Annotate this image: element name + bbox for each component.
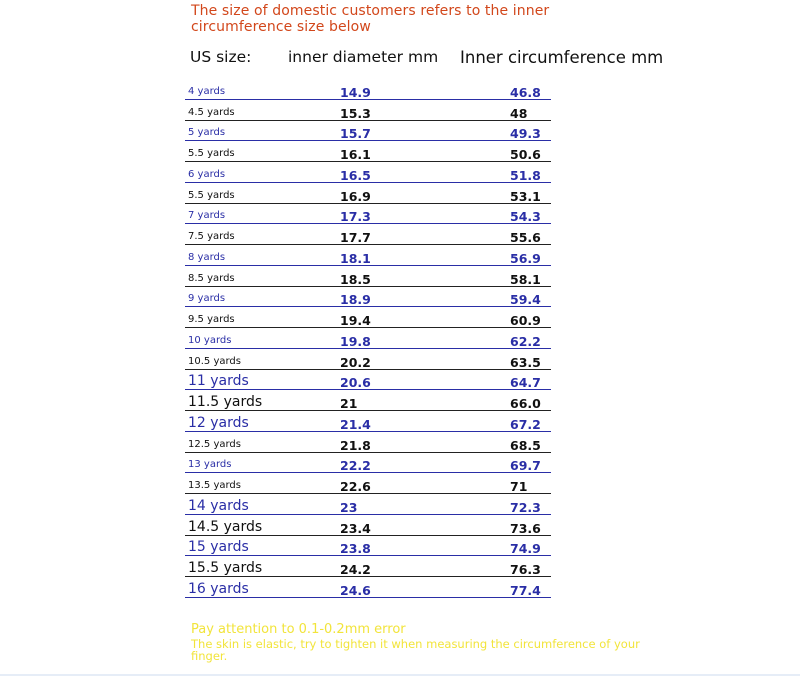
row-inner-diameter: 18.9 bbox=[340, 292, 371, 308]
row-us-size: 8.5 yards bbox=[188, 272, 235, 284]
row-inner-diameter: 15.3 bbox=[340, 105, 371, 121]
table-row bbox=[185, 411, 565, 432]
table-row bbox=[185, 349, 565, 370]
row-inner-circumference: 60.9 bbox=[510, 313, 541, 328]
row-inner-diameter: 16.9 bbox=[340, 188, 371, 204]
row-inner-circumference: 59.4 bbox=[510, 292, 541, 308]
row-inner-circumference: 58.1 bbox=[510, 271, 541, 287]
row-inner-diameter: 15.7 bbox=[340, 126, 371, 142]
row-inner-circumference: 63.5 bbox=[510, 354, 541, 370]
row-us-size: 8 yards bbox=[188, 251, 226, 263]
table-row bbox=[185, 556, 565, 577]
row-us-size: 13.5 yards bbox=[188, 480, 241, 491]
row-inner-diameter: 20.6 bbox=[340, 375, 371, 391]
row-us-size: 12.5 yards bbox=[188, 438, 241, 450]
table-row bbox=[185, 183, 565, 204]
row-inner-circumference: 56.9 bbox=[510, 250, 541, 266]
row-inner-circumference: 71 bbox=[510, 479, 528, 494]
bottom-divider bbox=[0, 674, 800, 676]
row-inner-diameter: 23.4 bbox=[340, 520, 371, 536]
row-inner-diameter: 21.4 bbox=[340, 416, 371, 432]
row-inner-circumference: 72.3 bbox=[510, 499, 541, 515]
row-inner-diameter: 18.1 bbox=[340, 250, 371, 266]
row-us-size: 4.5 yards bbox=[188, 106, 235, 118]
table-row bbox=[185, 224, 565, 245]
table-row bbox=[185, 536, 565, 557]
row-inner-circumference: 68.5 bbox=[510, 437, 541, 453]
row-us-size: 11.5 yards bbox=[188, 394, 263, 410]
row-inner-diameter: 17.7 bbox=[340, 230, 371, 245]
row-us-size: 13 yards bbox=[188, 459, 232, 471]
row-us-size: 10.5 yards bbox=[188, 355, 241, 367]
table-row bbox=[185, 515, 565, 536]
row-inner-diameter: 22.2 bbox=[340, 458, 371, 474]
table-row bbox=[185, 287, 565, 308]
row-inner-diameter: 20.2 bbox=[340, 354, 371, 370]
header-inner-circumference: Inner circumference mm bbox=[460, 48, 664, 67]
row-inner-circumference: 55.6 bbox=[510, 230, 541, 245]
notes bbox=[191, 622, 671, 662]
row-inner-diameter: 23 bbox=[340, 499, 358, 515]
row-inner-diameter: 14.9 bbox=[340, 84, 371, 100]
row-us-size: 9.5 yards bbox=[188, 314, 235, 325]
row-inner-diameter: 22.6 bbox=[340, 479, 371, 494]
row-inner-circumference: 54.3 bbox=[510, 209, 541, 225]
row-inner-diameter: 23.8 bbox=[340, 541, 371, 557]
table-row bbox=[185, 370, 565, 391]
table-row bbox=[185, 79, 565, 100]
row-us-size: 7 yards bbox=[188, 210, 226, 222]
row-inner-diameter: 21 bbox=[340, 396, 358, 411]
row-us-size: 11 yards bbox=[188, 373, 249, 390]
table-row bbox=[185, 432, 565, 453]
table-row bbox=[185, 245, 565, 266]
row-us-size: 5 yards bbox=[188, 127, 226, 139]
row-inner-circumference: 77.4 bbox=[510, 582, 541, 598]
row-inner-circumference: 49.3 bbox=[510, 126, 541, 142]
table-row bbox=[185, 307, 565, 328]
table-row bbox=[185, 204, 565, 225]
header-us-size: US size: bbox=[190, 48, 252, 66]
table-row bbox=[185, 494, 565, 515]
row-us-size: 9 yards bbox=[188, 293, 226, 305]
row-inner-diameter: 24.2 bbox=[340, 562, 371, 577]
row-inner-circumference: 53.1 bbox=[510, 188, 541, 204]
row-us-size: 14.5 yards bbox=[188, 518, 263, 535]
row-inner-circumference: 48 bbox=[510, 105, 528, 121]
row-inner-circumference: 46.8 bbox=[510, 84, 541, 100]
row-inner-circumference: 50.6 bbox=[510, 147, 541, 162]
header-inner-diameter: inner diameter mm bbox=[288, 48, 439, 66]
note-measuring-tip: The skin is elastic, try to tighten it when measuring the circumference of your finger. bbox=[191, 637, 640, 663]
row-inner-diameter: 18.5 bbox=[340, 271, 371, 287]
row-inner-circumference: 67.2 bbox=[510, 416, 541, 432]
row-us-size: 7.5 yards bbox=[188, 231, 235, 242]
row-us-size: 6 yards bbox=[188, 168, 226, 180]
row-inner-diameter: 24.6 bbox=[340, 582, 371, 598]
row-us-size: 15.5 yards bbox=[188, 560, 263, 576]
row-inner-diameter: 17.3 bbox=[340, 209, 371, 225]
intro-text: The size of domestic customers refers to the inner circumference size below bbox=[191, 3, 550, 35]
row-inner-circumference: 66.0 bbox=[510, 396, 541, 411]
row-us-size: 5.5 yards bbox=[188, 189, 235, 201]
table-row bbox=[185, 473, 565, 494]
row-us-size: 15 yards bbox=[188, 539, 249, 556]
row-inner-circumference: 62.2 bbox=[510, 333, 541, 349]
row-inner-circumference: 74.9 bbox=[510, 541, 541, 557]
row-us-size: 16 yards bbox=[188, 580, 249, 597]
row-inner-circumference: 51.8 bbox=[510, 167, 541, 183]
table-row bbox=[185, 390, 565, 411]
note-error-margin: Pay attention to 0.1-0.2mm error bbox=[191, 622, 406, 637]
table-row bbox=[185, 577, 565, 598]
row-inner-diameter: 19.4 bbox=[340, 313, 371, 328]
row-inner-diameter: 16.1 bbox=[340, 147, 371, 162]
row-inner-circumference: 76.3 bbox=[510, 562, 541, 577]
table-row bbox=[185, 100, 565, 121]
row-inner-diameter: 19.8 bbox=[340, 333, 371, 349]
table-row bbox=[185, 266, 565, 287]
size-table bbox=[185, 79, 565, 598]
row-us-size: 10 yards bbox=[188, 334, 232, 346]
row-us-size: 4 yards bbox=[188, 85, 226, 97]
table-row bbox=[185, 141, 565, 162]
row-inner-circumference: 64.7 bbox=[510, 375, 541, 391]
row-us-size: 5.5 yards bbox=[188, 148, 235, 159]
row-inner-diameter: 16.5 bbox=[340, 167, 371, 183]
table-row bbox=[185, 162, 565, 183]
row-inner-diameter: 21.8 bbox=[340, 437, 371, 453]
table-row bbox=[185, 328, 565, 349]
row-inner-circumference: 73.6 bbox=[510, 520, 541, 536]
table-row bbox=[185, 121, 565, 142]
table-row bbox=[185, 453, 565, 474]
row-inner-circumference: 69.7 bbox=[510, 458, 541, 474]
row-us-size: 14 yards bbox=[188, 497, 249, 514]
row-us-size: 12 yards bbox=[188, 414, 249, 431]
